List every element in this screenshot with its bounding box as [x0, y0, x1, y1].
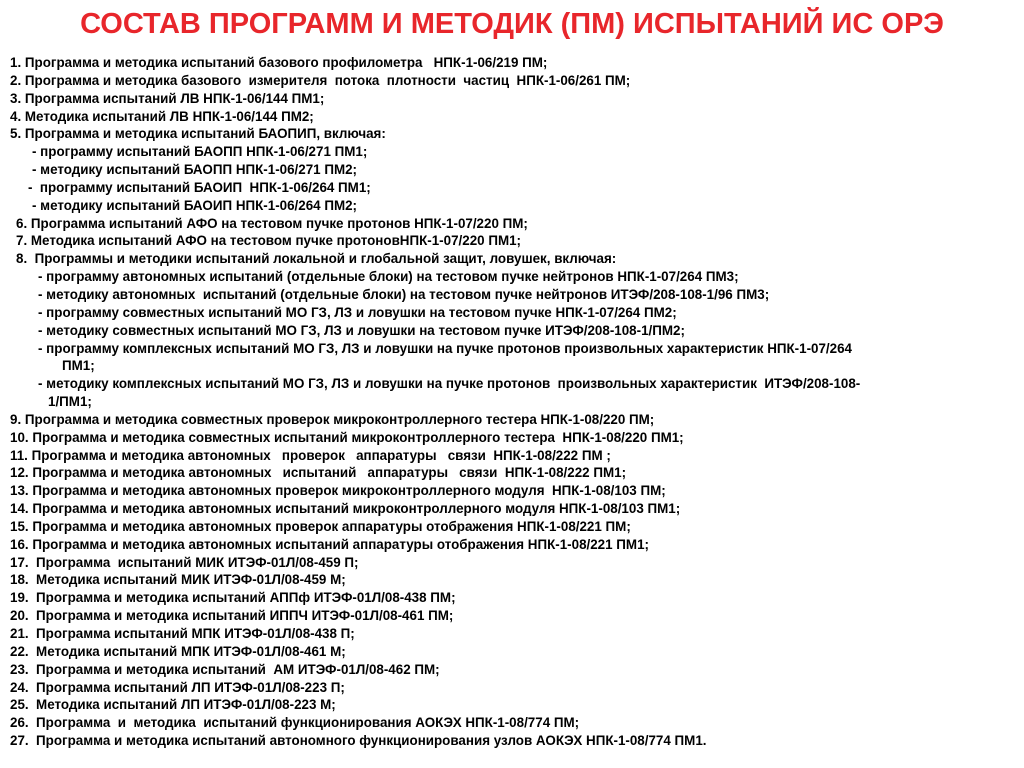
list-item: 10. Программа и методика совместных испытаний микроконтроллерного тестера НПК-1-08/220 ПМ1; [10, 429, 684, 445]
list-item: 6. Программа испытаний АФО на тестовом пучке протонов НПК-1-07/220 ПМ; [16, 215, 528, 231]
list-item: 4. Методика испытаний ЛВ НПК-1-06/144 ПМ2; [10, 108, 314, 124]
list-item: 17. Программа испытаний МИК ИТЭФ-01Л/08-459 П; [10, 554, 359, 570]
list-item: 22. Методика испытаний МПК ИТЭФ-01Л/08-461 М; [10, 643, 346, 659]
list-subitem: - программу совместных испытаний МО ГЗ, ЛЗ и ловушки на тестовом пучке НПК-1-07/264 ПМ2; [38, 304, 677, 320]
list-subitem-continuation: ПМ1; [62, 358, 95, 374]
list-item: 20. Программа и методика испытаний ИППЧ ИТЭФ-01Л/08-461 ПМ; [10, 608, 454, 624]
list-item: 2. Программа и методика базового измерителя потока плотности частиц НПК-1-06/261 ПМ; [10, 72, 631, 88]
list-item: 16. Программа и методика автономных испытаний аппаратуры отображения НПК-1-08/221 ПМ1; [10, 536, 649, 552]
list-item: 23. Программа и методика испытаний АМ ИТЭФ-01Л/08-462 ПМ; [10, 661, 440, 677]
list-item: 5. Программа и методика испытаний БАОПИП, включая: [10, 126, 386, 142]
list-item: 12. Программа и методика автономных испытаний аппаратуры связи НПК-1-08/222 ПМ1; [10, 465, 627, 481]
list-item: 7. Методика испытаний АФО на тестовом пучке протоновНПК-1-07/220 ПМ1; [16, 233, 522, 249]
slide-title: СОСТАВ ПРОГРАММ И МЕТОДИК (ПМ) ИСПЫТАНИЙ ИС ОРЭ [80, 8, 944, 40]
list-item: 26. Программа и методика испытаний функционирования АОКЭХ НПК-1-08/774 ПМ; [10, 715, 580, 731]
list-subitem: - методику комплексных испытаний МО ГЗ, ЛЗ и ловушки на пучке протонов произвольных характеристик ИТЭФ/208-108- [38, 376, 861, 392]
list-subitem: - программу автономных испытаний (отдельные блоки) на тестовом пучке нейтронов НПК-1-07/264 ПМ3; [38, 269, 739, 285]
list-subitem: - методику совместных испытаний МО ГЗ, ЛЗ и ловушки на тестовом пучке ИТЭФ/208-108-1/ПМ2; [38, 322, 685, 338]
list-item: 25. Методика испытаний ЛП ИТЭФ-01Л/08-223 М; [10, 697, 336, 713]
list-item: 27. Программа и методика испытаний автономного функционирования узлов АОКЭХ НПК-1-08/774 ПМ1. [10, 733, 707, 749]
list-item: 19. Программа и методика испытаний АППф ИТЭФ-01Л/08-438 ПМ; [10, 590, 456, 606]
list-item: 13. Программа и методика автономных проверок микроконтроллерного модуля НПК-1-08/103 ПМ; [10, 483, 666, 499]
list-item: 15. Программа и методика автономных проверок аппаратуры отображения НПК-1-08/221 ПМ; [10, 518, 631, 534]
list-item: 18. Методика испытаний МИК ИТЭФ-01Л/08-459 М; [10, 572, 346, 588]
list-subitem: - программу испытаний БАОИП НПК-1-06/264 ПМ1; [28, 179, 371, 195]
list-subitem: - методику испытаний БАОИП НПК-1-06/264 ПМ2; [32, 197, 358, 213]
list-item: 24. Программа испытаний ЛП ИТЭФ-01Л/08-223 П; [10, 679, 345, 695]
list-subitem: - программу испытаний БАОПП НПК-1-06/271 ПМ1; [32, 144, 368, 160]
list-item: 14. Программа и методика автономных испытаний микроконтроллерного модуля НПК-1-08/103 ПМ1; [10, 501, 681, 517]
list-subitem: - программу комплексных испытаний МО ГЗ, ЛЗ и ловушки на пучке протонов произвольных характеристик НПК-1-07/264 [38, 340, 852, 356]
list-subitem: - методику испытаний БАОПП НПК-1-06/271 ПМ2; [32, 162, 358, 178]
program-list [10, 54, 1015, 750]
list-item: 11. Программа и методика автономных проверок аппаратуры связи НПК-1-08/222 ПМ ; [10, 447, 611, 463]
list-item: 1. Программа и методика испытаний базового профилометра НПК-1-06/219 ПМ; [10, 55, 548, 70]
list-subitem-continuation: 1/ПМ1; [48, 394, 92, 410]
list-item: 8. Программы и методики испытаний локальной и глобальной защит, ловушек, включая: [16, 251, 617, 267]
list-item: 3. Программа испытаний ЛВ НПК-1-06/144 ПМ1; [10, 90, 325, 106]
list-subitem: - методику автономных испытаний (отдельные блоки) на тестовом пучке нейтронов ИТЭФ/208-108-1/96 ПМ3; [38, 286, 770, 302]
list-item: 21. Программа испытаний МПК ИТЭФ-01Л/08-438 П; [10, 626, 355, 641]
list-item: 9. Программа и методика совместных проверок микроконтроллерного тестера НПК-1-08/220 ПМ; [10, 411, 655, 427]
